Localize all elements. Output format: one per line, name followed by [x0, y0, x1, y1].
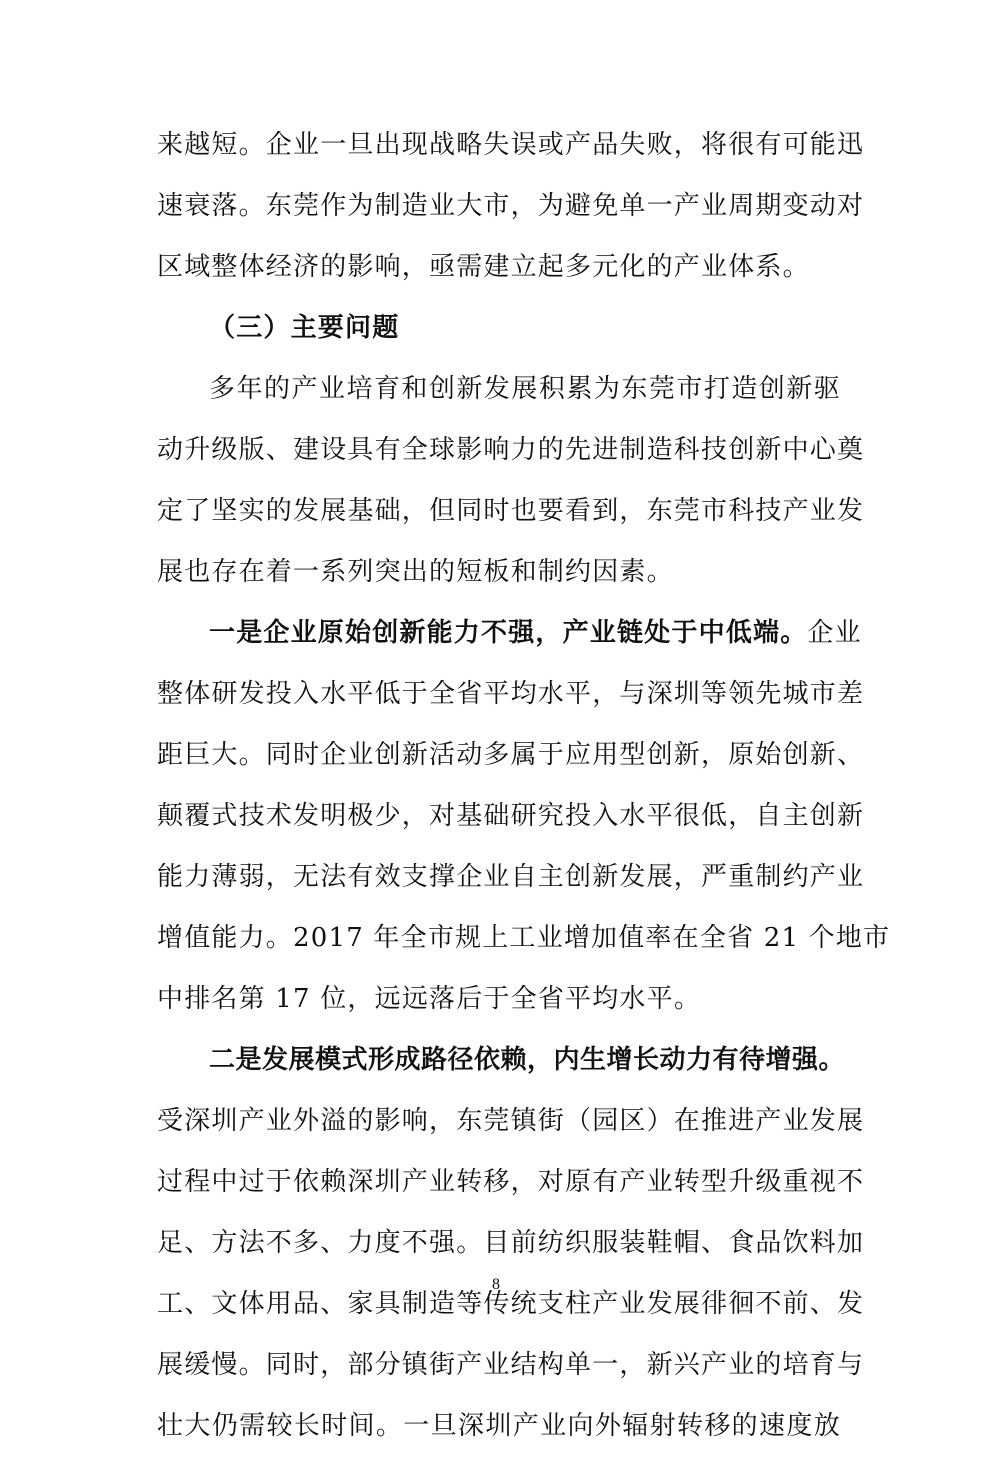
text-line: 来越短。企业一旦出现战略失误或产品失败，将很有可能迅	[157, 130, 865, 160]
text-line: 受深圳产业外溢的影响，东莞镇街（园区）在推进产业发展	[157, 1106, 865, 1136]
text-line: 距巨大。同时企业创新活动多属于应用型创新，原始创新、	[157, 740, 865, 770]
text-line: 区域整体经济的影响，亟需建立起多元化的产业体系。	[157, 252, 810, 282]
text-line: 颠覆式技术发明极少，对基础研究投入水平很低，自主创新	[157, 801, 865, 831]
bold-lead-sentence: 二是发展模式形成路径依赖，内生增长动力有待增强。	[209, 1045, 846, 1075]
text-line: 多年的产业培育和创新发展积累为东莞市打造创新驱	[209, 374, 841, 404]
document-body	[157, 126, 891, 1468]
text-line: 足、方法不多、力度不强。目前纺织服装鞋帽、食品饮料加	[157, 1228, 865, 1258]
section-heading: （三）主要问题	[209, 313, 400, 343]
text-line: 能力薄弱，无法有效支撑企业自主创新发展，严重制约产业	[157, 862, 865, 892]
text-line: 动升级版、建设具有全球影响力的先进制造科技创新中心奠	[157, 435, 865, 465]
text-line: 中排名第 17 位，远远落后于全省平均水平。	[157, 984, 702, 1014]
bold-lead-sentence: 一是企业原始创新能力不强，产业链处于中低端。	[209, 618, 808, 648]
text-line: 展缓慢。同时，部分镇街产业结构单一，新兴产业的培育与	[157, 1350, 865, 1380]
text-line: 增值能力。2017 年全市规上工业增加值率在全省 21 个地市	[157, 923, 891, 953]
text-line	[157, 614, 862, 675]
text-line: 过程中过于依赖深圳产业转移，对原有产业转型升级重视不	[157, 1167, 865, 1197]
text-line: 定了坚实的发展基础，但同时也要看到，东莞市科技产业发	[157, 496, 865, 526]
text-line: 工、文体用品、家具制造等传统支柱产业发展徘徊不前、发	[157, 1289, 865, 1319]
text-run: 企业	[807, 618, 862, 648]
text-line: 壮大仍需较长时间。一旦深圳产业向外辐射转移的速度放	[157, 1411, 841, 1441]
text-line	[157, 1041, 846, 1102]
text-line: 整体研发投入水平低于全省平均水平，与深圳等领先城市差	[157, 679, 865, 709]
page-number: 8	[492, 1276, 500, 1293]
text-line: 展也存在着一系列突出的短板和制约因素。	[157, 557, 674, 587]
text-line: 速衰落。东莞作为制造业大市，为避免单一产业周期变动对	[157, 191, 865, 221]
